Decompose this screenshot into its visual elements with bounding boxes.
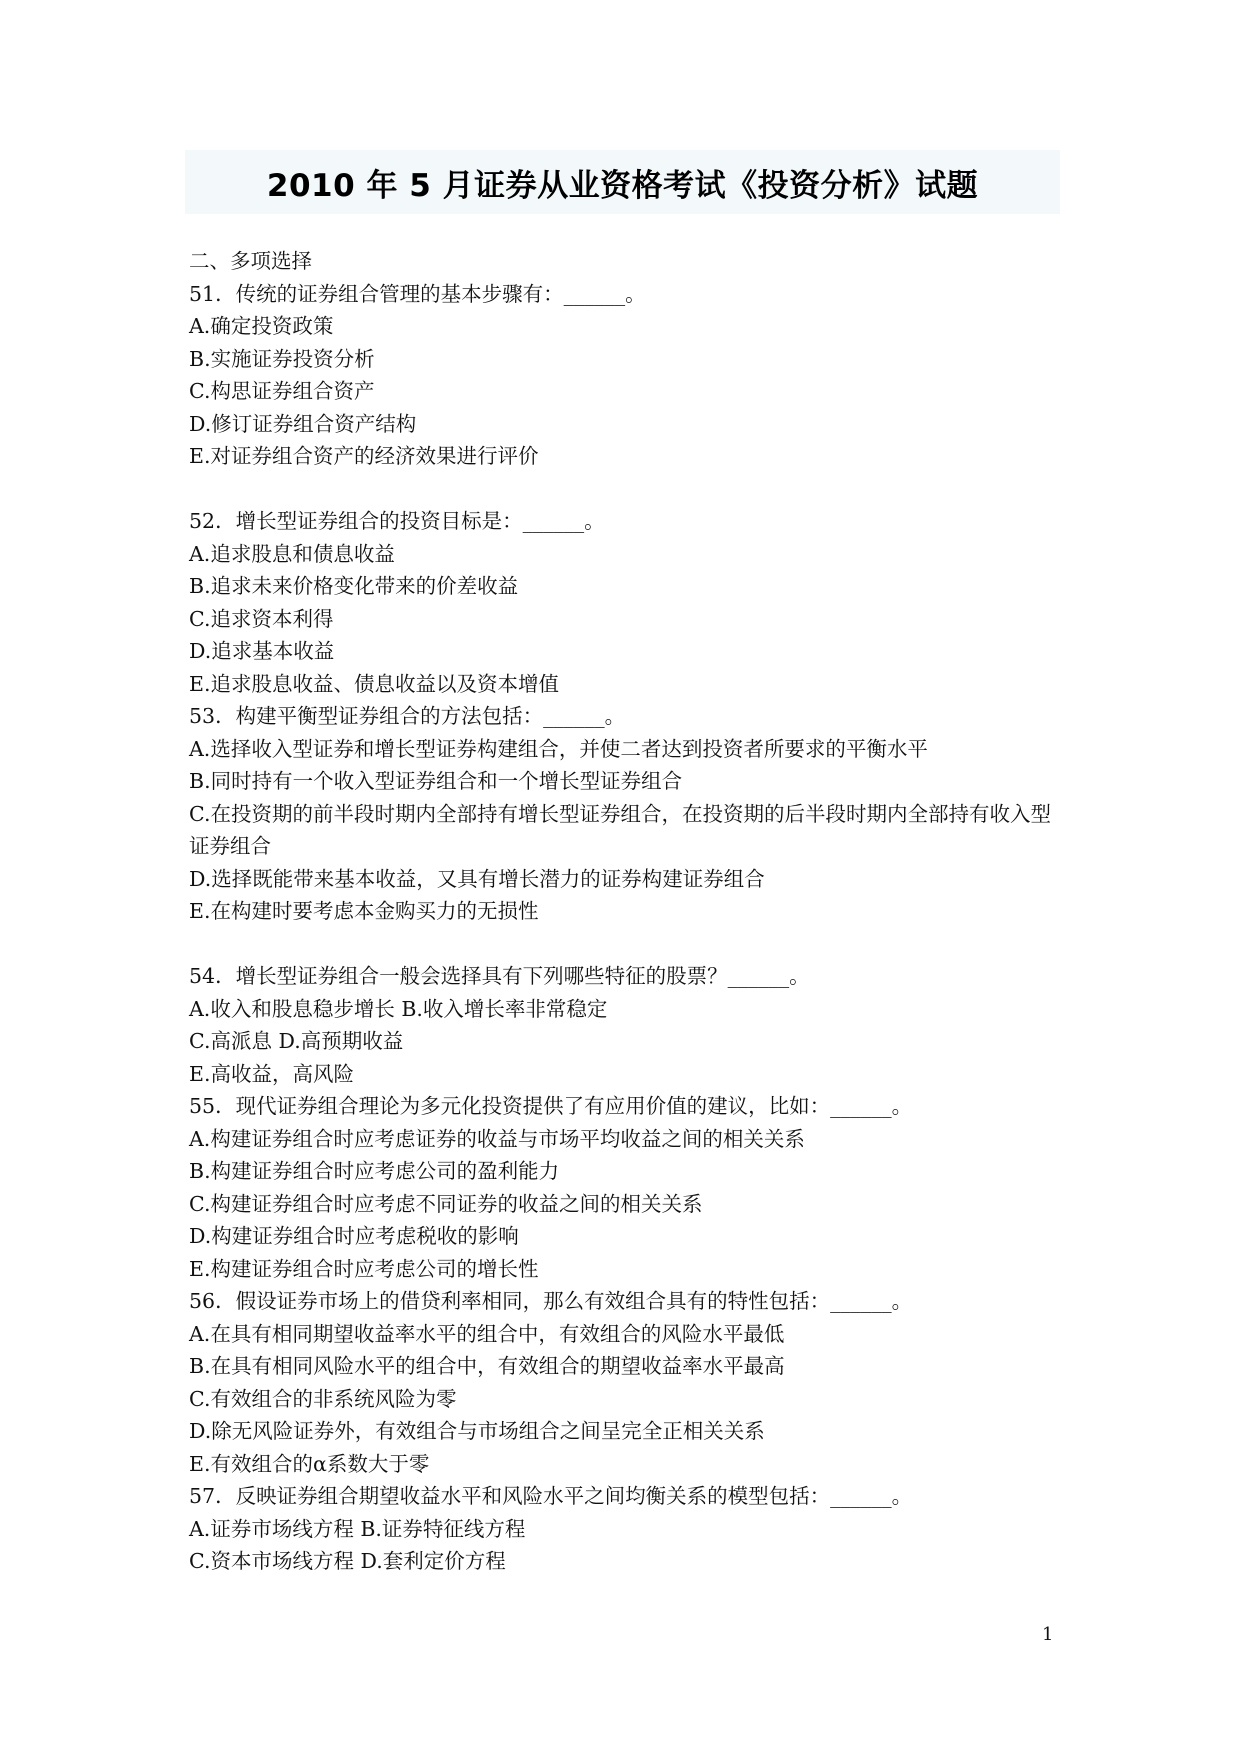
spacer	[189, 473, 1069, 506]
question-option: E.构建证券组合时应考虑公司的增长性	[189, 1256, 539, 1281]
question-option: E.追求股息收益、债息收益以及资本增值	[189, 671, 559, 696]
question-option: C.有效组合的非系统风险为零	[189, 1386, 457, 1411]
question-option: D.构建证券组合时应考虑税收的影响	[189, 1224, 519, 1248]
question-stem: 52．增长型证券组合的投资目标是：______。	[189, 509, 605, 533]
question-option: D.除无风险证券外，有效组合与市场组合之间呈完全正相关关系	[189, 1419, 765, 1443]
question-option: C.在投资期的前半段时期内全部持有增长型证券组合，在投资期的后半段时期内全部持有收入型证券组合	[189, 801, 1051, 858]
question-option: A.追求股息和债息收益	[189, 541, 395, 566]
question-option: C.构思证券组合资产	[189, 379, 375, 403]
page-number: 1	[1042, 1624, 1054, 1645]
question-option: B.同时持有一个收入型证券组合和一个增长型证券组合	[189, 769, 683, 793]
question-option: B.实施证券投资分析	[189, 346, 375, 371]
title-band	[185, 150, 1060, 214]
question-option: D.追求基本收益	[189, 639, 335, 663]
question-option: A.确定投资政策	[189, 314, 334, 338]
document-title: 2010 年 5 月证券从业资格考试《投资分析》试题	[266, 167, 979, 204]
question-option: E.高收益，高风险	[189, 1061, 354, 1086]
question-stem: 57．反映证券组合期望收益水平和风险水平之间均衡关系的模型包括：______。	[189, 1484, 913, 1508]
question-option: A.构建证券组合时应考虑证券的收益与市场平均收益之间的相关关系	[189, 1126, 805, 1151]
question-option: C.高派息 D.高预期收益	[189, 1029, 404, 1053]
question-option: B.追求未来价格变化带来的价差收益	[189, 574, 519, 598]
question-option: A.收入和股息稳步增长 B.收入增长率非常稳定	[189, 996, 608, 1021]
question-option: D.选择既能带来基本收益，又具有增长潜力的证券构建证券组合	[189, 866, 765, 891]
question-option: B.构建证券组合时应考虑公司的盈利能力	[189, 1159, 560, 1183]
question-stem: 56．假设证券市场上的借贷利率相同，那么有效组合具有的特性包括：______。	[189, 1289, 913, 1313]
question-option: E.有效组合的α系数大于零	[189, 1451, 430, 1476]
question-option: A.选择收入型证券和增长型证券构建组合，并使二者达到投资者所要求的平衡水平	[189, 736, 928, 761]
question-option: E.在构建时要考虑本金购买力的无损性	[189, 899, 539, 923]
question-stem: 53．构建平衡型证券组合的方法包括：______。	[189, 704, 626, 728]
document-body	[189, 245, 1069, 1578]
question-option: C.资本市场线方程 D.套利定价方程	[189, 1549, 506, 1573]
question-stem: 54．增长型证券组合一般会选择具有下列哪些特征的股票？______。	[189, 964, 810, 988]
question-option: A.证券市场线方程 B.证券特征线方程	[189, 1516, 526, 1541]
question-option: B.在具有相同风险水平的组合中，有效组合的期望收益率水平最高	[189, 1354, 785, 1378]
question-option: D.修订证券组合资产结构	[189, 411, 417, 436]
question-stem: 55．现代证券组合理论为多元化投资提供了有应用价值的建议，比如：______。	[189, 1094, 913, 1118]
spacer	[189, 928, 1069, 961]
question-option: C.追求资本利得	[189, 606, 334, 631]
question-option: A.在具有相同期望收益率水平的组合中，有效组合的风险水平最低	[189, 1321, 785, 1346]
question-stem: 51．传统的证券组合管理的基本步骤有：______。	[189, 281, 646, 306]
section-heading: 二、多项选择	[189, 249, 312, 273]
question-option: C.构建证券组合时应考虑不同证券的收益之间的相关关系	[189, 1191, 703, 1216]
question-option: E.对证券组合资产的经济效果进行评价	[189, 444, 539, 468]
